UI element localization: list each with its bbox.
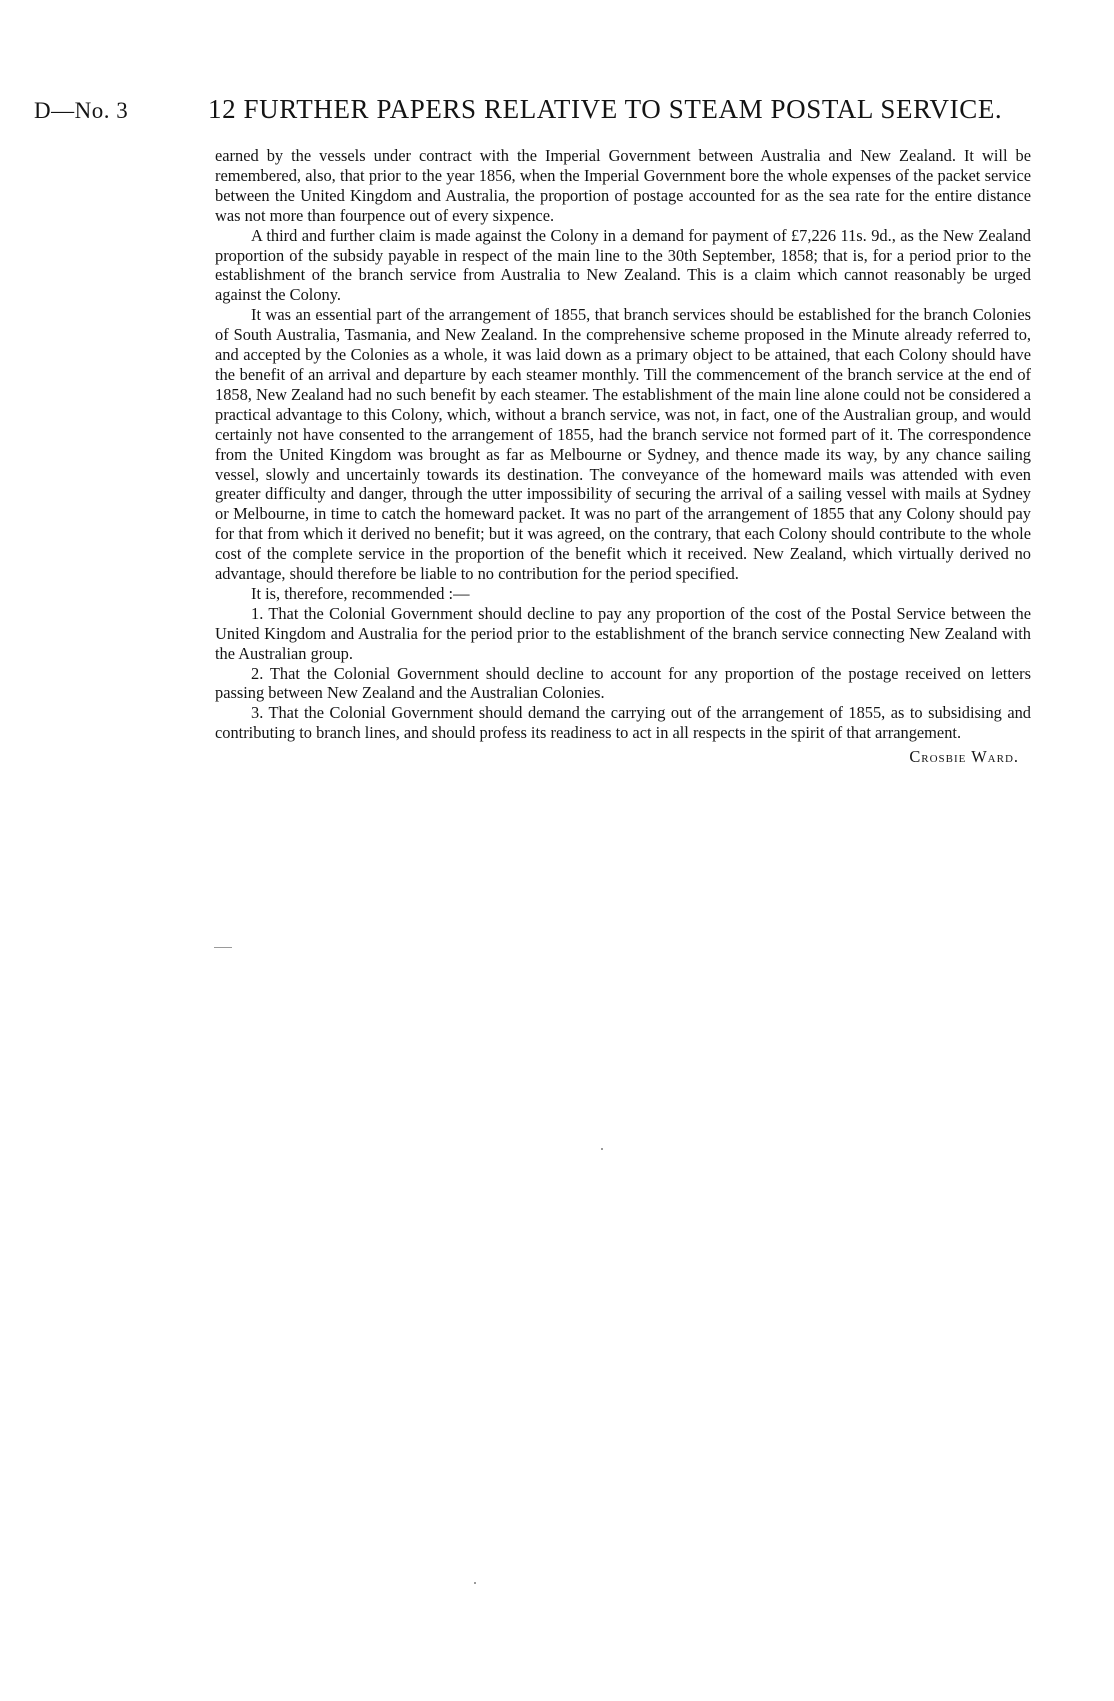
- paragraph-recommendation-intro: It is, therefore, recommended :—: [251, 583, 470, 603]
- document-reference: D—No. 3: [34, 98, 129, 123]
- recommendation-item-2: 2. That the Colonial Government should decline to account for any proportion of the postage received on letters passing between New Zealand and the Australian Colonies.: [215, 663, 1031, 703]
- paragraph-continuation: earned by the vessels under contract with the Imperial Government between Australia and New Zealand. It will be remembered, also, that prior to the year 1856, when the Imperial Government bore the whole expenses of the packet service between the United Kingdom and Australia, the proportion of postage accounted for as the sea rate for the entire distance was not more than fourpence out of every sixpence.: [215, 146, 1031, 225]
- paragraph-arrangement-1855: It was an essential part of the arrangement of 1855, that branch services should be established for the branch Colonies of South Australia, Tasmania, and New Zealand. In the comprehensive scheme proposed in the Minute already referred to, and accepted by the Colonies as a whole, it was laid down as a primary object to be attained, that each Colony should have the benefit of an arrival and departure by each steamer monthly. Till the commencement of the branch service at the end of 1858, New Zealand had no such benefit by each steamer. The establishment of the main line alone could not be considered a practical advantage to this Colony, which, without a branch service, was not, in fact, one of the Australian group, and would certainly not have consented to the arrangement of 1855, had the branch service not formed part of it. The correspondence from the United Kingdom was brought as far as Melbourne or Sydney, and thence made its way, by any chance sailing vessel, slowly and uncertainly towards its destination. The conveyance of the homeward mails was attended with even greater difficulty and danger, through the utter impossibility of securing the arrival of a sailing vessel with mails at Sydney or Melbourne, in time to catch the homeward packet. It was no part of the arrangement of 1855 that any Colony should pay for that from which it derived no benefit; but it was agreed, on the contrary, that each Colony should contribute to the whole cost of the complete service in the proportion of the benefit which it received. New Zealand, which virtually derived no advantage, should therefore be liable to no contribution for the period specified.: [215, 305, 1031, 584]
- running-title: 12 FURTHER PAPERS RELATIVE TO STEAM POSTAL SERVICE.: [208, 94, 1003, 124]
- stray-dot-mark: [601, 1148, 603, 1150]
- stray-dash-mark: [214, 947, 232, 948]
- stray-dot-mark: [474, 1582, 476, 1584]
- paragraph-third-claim: A third and further claim is made against the Colony in a demand for payment of £7,226 11s. 9d., as the New Zealand proportion of the subsidy payable in respect of the main line to the 30th September, 1858; that is, for a period prior to the establishment of the branch service from Australia to New Zealand. This is a claim which cannot reasonably be urged against the Colony.: [215, 225, 1031, 305]
- recommendation-item-3: 3. That the Colonial Government should demand the carrying out of the arrangement of 1855, as to subsidising and contributing to branch lines, and should profess its readiness to act in all respects in the spirit of that arrangement.: [215, 703, 1031, 743]
- body-text: [215, 146, 1031, 767]
- signature: Crosbie Ward.: [909, 747, 1019, 767]
- page-header: [34, 94, 1094, 134]
- recommendation-item-1: 1. That the Colonial Government should decline to pay any proportion of the cost of the Postal Service between the United Kingdom and Australia for the period prior to the establishment of the branch service connecting New Zealand with the Australian group.: [215, 603, 1031, 663]
